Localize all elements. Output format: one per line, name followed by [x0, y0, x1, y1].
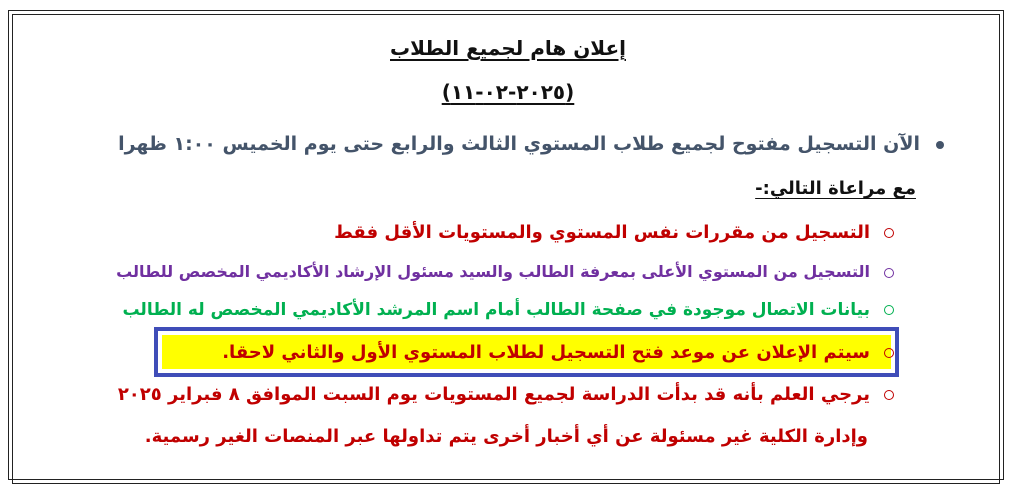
list-item — [118, 384, 894, 405]
intro-text: الآن التسجيل مفتوح لجميع طلاب المستوي الثالث والرابع حتى يوم الخميس ١:٠٠ ظهرا — [118, 133, 920, 155]
list-item-text: التسجيل من المستوي الأعلى بمعرفة الطالب والسيد مسئول الإرشاد الأكاديمي المخصص للطالب — [116, 262, 870, 281]
hollow-circle-bullet-icon — [884, 390, 894, 400]
list-item-text: وإدارة الكلية غير مسئولة عن أي أخبار أخرى يتم تداولها عبر المنصات الغير رسمية. — [144, 426, 868, 447]
filled-circle-bullet-icon — [936, 141, 944, 149]
list-item — [122, 300, 894, 320]
hollow-circle-bullet-icon — [884, 268, 894, 278]
list-item-text: يرجي العلم بأنه قد بدأت الدراسة لجميع المستويات يوم السبت الموافق ٨ فبراير ٢٠٢٥ — [117, 384, 870, 405]
list-item-text: بيانات الاتصال موجودة في صفحة الطالب أمام اسم المرشد الأكاديمي المخصص له الطالب — [122, 300, 870, 320]
announcement-date: (٢٠٢٥-٠٢-١١) — [441, 80, 575, 104]
list-item-text: سيتم الإعلان عن موعد فتح التسجيل لطلاب المستوي الأول والثاني لاحقا. — [222, 342, 870, 363]
hollow-circle-bullet-icon — [884, 348, 894, 358]
list-item — [116, 262, 894, 281]
conditions-subheading: مع مراعاة التالي:- — [755, 178, 916, 199]
list-item-text: التسجيل من مقررات نفس المستوي والمستويات الأقل فقط — [334, 222, 870, 243]
list-item — [334, 222, 894, 243]
announcement-title: إعلان هام لجميع الطلاب — [390, 36, 626, 60]
list-item-continuation — [145, 426, 868, 447]
list-item-highlighted — [222, 342, 894, 363]
hollow-circle-bullet-icon — [884, 305, 894, 315]
hollow-circle-bullet-icon — [884, 228, 894, 238]
intro-line — [118, 133, 944, 155]
